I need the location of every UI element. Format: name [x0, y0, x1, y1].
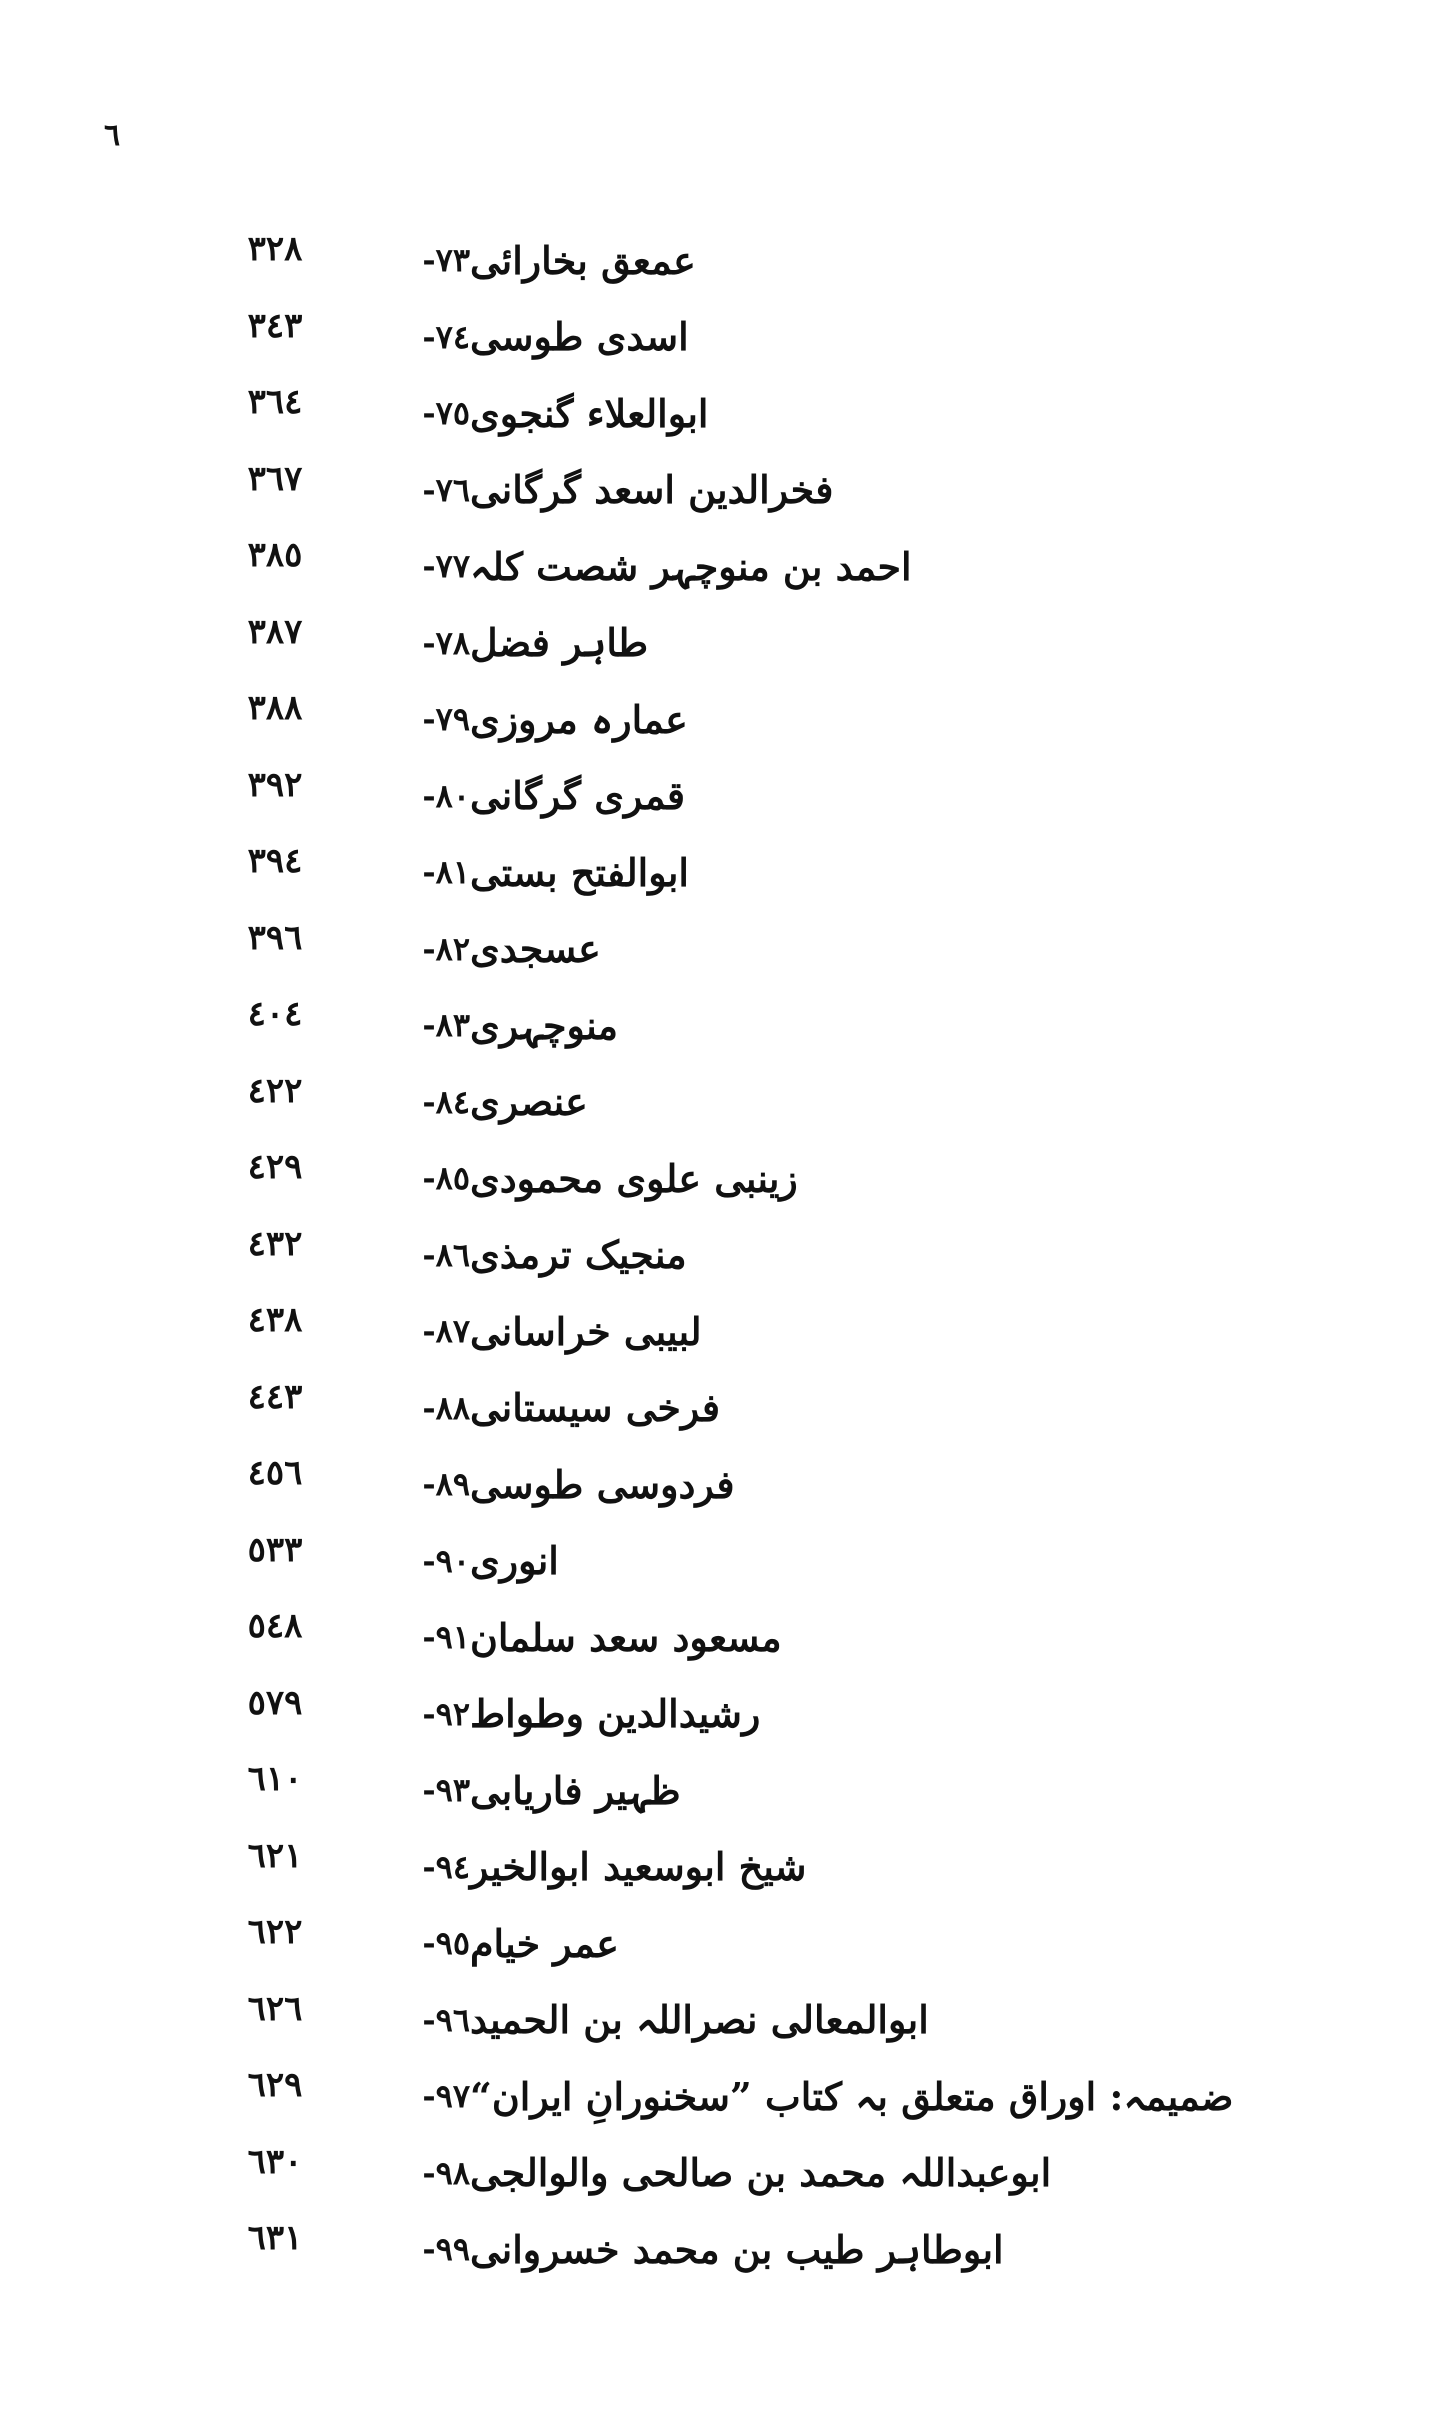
- toc-row: [195, 758, 1275, 835]
- toc-entry-title: لبیبی خراسانی: [470, 1308, 702, 1354]
- toc-entry-number: ٩٤-: [422, 1847, 470, 1886]
- toc-row: [195, 452, 1275, 529]
- toc-entry-title: احمد بن منوچہر شصت کلہ: [470, 543, 912, 589]
- toc-entry-title: ابوعبداللہ محمد بن صالحی والوالجی: [470, 2150, 1052, 2196]
- toc-entry-number: ٧٧-: [422, 547, 470, 586]
- toc-entry: [355, 2150, 1275, 2195]
- toc-row: [195, 1905, 1275, 1982]
- toc-entry-title: عمر خیام: [470, 1920, 619, 1966]
- toc-page-number: ٦٢٦: [247, 1988, 303, 2029]
- toc-entry: [355, 1921, 1275, 1966]
- toc-entry-number: ٨١-: [422, 853, 470, 892]
- toc-row: [195, 2058, 1275, 2135]
- toc-entry-title: فخرالدین اسعد گرگانی: [470, 467, 834, 513]
- toc-page-number: ٣٨٥: [247, 535, 303, 576]
- toc-entry-title: عمعق بخارائی: [470, 237, 696, 283]
- toc-row: [195, 1523, 1275, 1600]
- toc-row: [195, 1293, 1275, 1370]
- toc-entry-number: ٧٥-: [422, 394, 470, 433]
- toc-entry-title: ظہیر فاریابی: [470, 1767, 681, 1813]
- toc-entry-title: عنصری: [470, 1079, 588, 1125]
- toc-entry: [355, 1768, 1275, 1813]
- toc-page-number: ٣٩٦: [247, 917, 303, 958]
- toc-entry: [355, 773, 1275, 818]
- toc-row: [195, 375, 1275, 452]
- toc-entry: [355, 1691, 1275, 1736]
- toc-entry: [355, 1615, 1275, 1660]
- toc-page-number: ٦٢١: [247, 1835, 303, 1876]
- toc-row: [195, 222, 1275, 299]
- toc-page-number: ٣٤٣: [247, 305, 303, 346]
- toc-entry-number: ٩٥-: [422, 1924, 470, 1963]
- toc-page-number: ٤٥٦: [247, 1453, 303, 1494]
- toc-entry: [355, 1462, 1275, 1507]
- toc-entry: [355, 697, 1275, 742]
- toc-entry: [355, 1309, 1275, 1354]
- toc-entry-title: فردوسی طوسی: [470, 1461, 735, 1507]
- toc-page-number: ٤٤٣: [247, 1376, 303, 1417]
- table-of-contents: [195, 222, 1275, 2288]
- toc-entry: [355, 2074, 1275, 2119]
- toc-entry-number: ٩٣-: [422, 1771, 470, 1810]
- toc-page-number: ٣٩٤: [247, 841, 303, 882]
- toc-entry-number: ٩٢-: [422, 1694, 470, 1733]
- toc-row: [195, 1752, 1275, 1829]
- toc-entry-number: ٧٣-: [422, 241, 470, 280]
- toc-entry-title: ابوطاہر طیب بن محمد خسروانی: [470, 2226, 1004, 2272]
- toc-page-number: ٣٦٤: [247, 382, 303, 423]
- toc-entry: [355, 2227, 1275, 2272]
- toc-row: [195, 1829, 1275, 1906]
- toc-row: [195, 1599, 1275, 1676]
- toc-entry-title: عسجدی: [470, 926, 601, 972]
- toc-entry: [355, 926, 1275, 971]
- toc-entry-title: زینبی علوی محمودی: [470, 1155, 798, 1201]
- toc-page-number: ٣٩٢: [247, 764, 303, 805]
- toc-entry: [355, 1538, 1275, 1583]
- toc-entry: [355, 1079, 1275, 1124]
- toc-entry-title: شیخ ابوسعید ابوالخیر: [470, 1844, 807, 1890]
- toc-page-number: ٣٢٨: [247, 229, 303, 270]
- toc-entry-number: ٨٩-: [422, 1465, 470, 1504]
- toc-row: [195, 834, 1275, 911]
- toc-row: [195, 299, 1275, 376]
- toc-row: [195, 2135, 1275, 2212]
- toc-entry: [355, 1385, 1275, 1430]
- toc-page-number: ٣٨٨: [247, 688, 303, 729]
- toc-entry: [355, 314, 1275, 359]
- toc-entry-number: ٩٧-: [422, 2077, 470, 2116]
- toc-row: [195, 528, 1275, 605]
- toc-entry-number: ٨٣-: [422, 1006, 470, 1045]
- toc-page-number: ٤٢٩: [247, 1147, 303, 1188]
- toc-row: [195, 1370, 1275, 1447]
- toc-row: [195, 987, 1275, 1064]
- toc-page-number: ٤٣٨: [247, 1300, 303, 1341]
- toc-row: [195, 1446, 1275, 1523]
- toc-entry-number: ٩٩-: [422, 2230, 470, 2269]
- toc-entry: [355, 467, 1275, 512]
- toc-page-number: ٣٦٧: [247, 458, 303, 499]
- toc-entry-number: ٩٠-: [422, 1541, 470, 1580]
- toc-page-number: ٦١٠: [247, 1759, 303, 1800]
- toc-entry-title: مسعود سعد سلمان: [470, 1614, 782, 1660]
- toc-entry: [355, 620, 1275, 665]
- toc-entry-title: فرخی سیستانی: [470, 1385, 721, 1431]
- toc-entry-title: قمری گرگانی: [470, 773, 686, 819]
- toc-page-number: ٥٤٨: [247, 1606, 303, 1647]
- toc-entry-title: رشیدالدین وطواط: [470, 1691, 761, 1737]
- toc-page-number: ٤٣٢: [247, 1223, 303, 1264]
- toc-page-number: ٤٠٤: [247, 994, 303, 1035]
- toc-entry-title: منجیک ترمذی: [470, 1232, 687, 1278]
- toc-entry: [355, 1232, 1275, 1277]
- toc-entry: [355, 1997, 1275, 2042]
- toc-entry-number: ٨٠-: [422, 776, 470, 815]
- toc-entry: [355, 544, 1275, 589]
- toc-entry-number: ٩٦-: [422, 2000, 470, 2039]
- toc-entry: [355, 391, 1275, 436]
- toc-entry-number: ٨٢-: [422, 929, 470, 968]
- toc-entry: [355, 850, 1275, 895]
- toc-page-number: ٥٧٩: [247, 1682, 303, 1723]
- toc-row: [195, 1982, 1275, 2059]
- toc-row: [195, 1064, 1275, 1141]
- toc-entry-title: اسدی طوسی: [470, 314, 689, 360]
- toc-row: [195, 681, 1275, 758]
- toc-row: [195, 1140, 1275, 1217]
- toc-entry-title: انوری: [470, 1538, 559, 1584]
- toc-page-number: ٣٨٧: [247, 611, 303, 652]
- toc-page-number: ٦٢٢: [247, 1912, 303, 1953]
- toc-page-number: ٤٢٢: [247, 1070, 303, 1111]
- toc-entry-number: ٧٦-: [422, 470, 470, 509]
- toc-entry-number: ٨٥-: [422, 1159, 470, 1198]
- toc-entry-number: ٨٤-: [422, 1082, 470, 1121]
- toc-entry-number: ٨٨-: [422, 1388, 470, 1427]
- toc-page-number: ٦٢٩: [247, 2065, 303, 2106]
- toc-entry-title: ابوالفتح بستی: [470, 849, 689, 895]
- toc-row: [195, 2211, 1275, 2288]
- toc-entry-number: ٨٧-: [422, 1312, 470, 1351]
- toc-entry-number: ٧٨-: [422, 623, 470, 662]
- toc-entry: [355, 1156, 1275, 1201]
- toc-entry-number: ٩٨-: [422, 2153, 470, 2192]
- toc-row: [195, 911, 1275, 988]
- toc-row: [195, 605, 1275, 682]
- toc-entry-number: ٧٩-: [422, 700, 470, 739]
- toc-entry-title: ابوالعلاء گنجوی: [470, 390, 709, 436]
- toc-entry: [355, 1844, 1275, 1889]
- toc-entry: [355, 1003, 1275, 1048]
- toc-entry-title: عمارہ مروزی: [470, 696, 688, 742]
- toc-entry-number: ٩١-: [422, 1618, 470, 1657]
- toc-entry-number: ٧٤-: [422, 317, 470, 356]
- toc-entry-title: طاہر فضل: [470, 620, 649, 666]
- page-number: ٦: [104, 118, 121, 153]
- toc-entry-number: ٨٦-: [422, 1235, 470, 1274]
- toc-row: [195, 1217, 1275, 1294]
- toc-entry: [355, 238, 1275, 283]
- toc-entry-title: ابوالمعالی نصراللہ بن الحمید: [470, 1997, 929, 2043]
- toc-row: [195, 1676, 1275, 1753]
- toc-page-number: ٦٣٠: [247, 2141, 303, 2182]
- toc-entry-title: ضمیمہ: اوراق متعلق بہ کتاب ”سخنورانِ ایران“: [470, 2073, 1234, 2119]
- toc-entry-title: منوچہری: [470, 1002, 618, 1048]
- toc-page-number: ٦٣١: [247, 2218, 303, 2259]
- toc-page-number: ٥٣٣: [247, 1529, 303, 1570]
